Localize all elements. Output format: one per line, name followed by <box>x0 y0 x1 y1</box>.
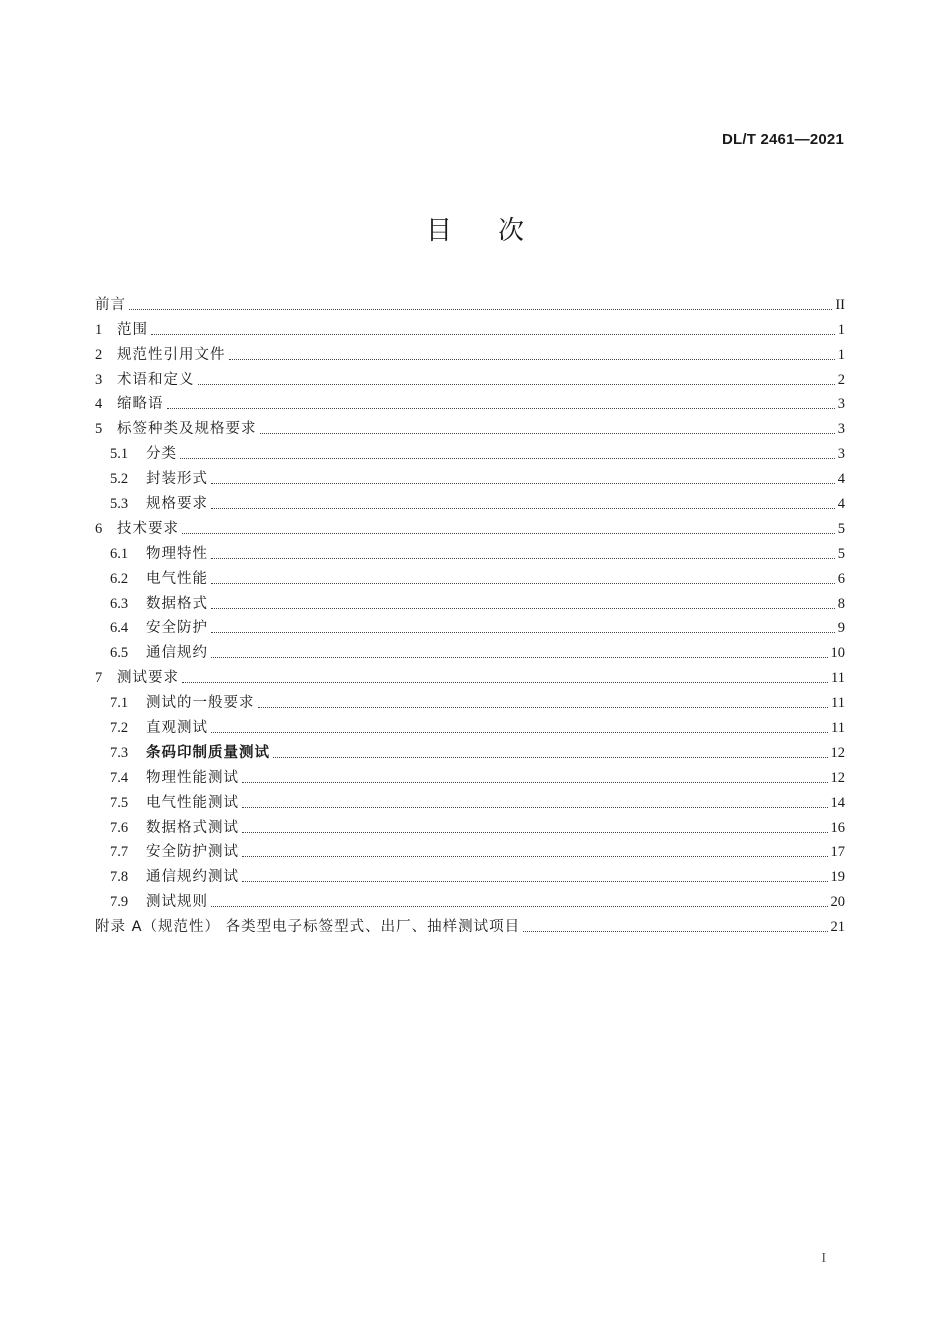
toc-entry-number: 7.9 <box>110 894 129 911</box>
toc-entry-label: 条码印制质量测试 <box>146 744 270 761</box>
toc-entry[interactable] <box>95 464 845 489</box>
toc-entry-label: 电气性能测试 <box>146 794 239 811</box>
toc-entry[interactable] <box>95 539 845 564</box>
toc-entry-page: 14 <box>830 794 845 811</box>
toc-entry-page: 10 <box>830 645 845 662</box>
toc-entry[interactable] <box>95 788 845 813</box>
toc-dot-leader <box>242 781 828 783</box>
toc-entry-label: 附录 A（规范性） 各类型电子标签型式、出厂、抽样测试项目 <box>95 919 521 936</box>
toc-entry-number: 7.1 <box>110 695 129 712</box>
toc-entry[interactable] <box>95 663 845 688</box>
toc-entry-label: 技术要求 <box>117 520 179 537</box>
toc-dot-leader <box>211 631 835 633</box>
toc-entry-page: 4 <box>837 496 845 513</box>
toc-entry-page: II <box>835 296 845 313</box>
toc-entry-page: 2 <box>837 371 845 388</box>
toc-entry[interactable] <box>95 838 845 863</box>
toc-entry-label: 前言 <box>95 296 126 313</box>
toc-entry[interactable] <box>95 489 845 514</box>
toc-entry-page: 8 <box>837 595 845 612</box>
toc-entry-number: 6.5 <box>110 645 129 662</box>
toc-entry-label: 通信规约 <box>146 645 208 662</box>
toc-entry-page: 16 <box>830 819 845 836</box>
toc-entry-label: 电气性能 <box>146 570 208 587</box>
toc-entry-number: 7.4 <box>110 769 129 786</box>
toc-entry-page: 9 <box>837 620 845 637</box>
table-of-contents <box>95 290 845 937</box>
toc-entry[interactable] <box>95 862 845 887</box>
page-number: I <box>821 1251 826 1266</box>
toc-entry-label: 安全防护测试 <box>146 844 239 861</box>
toc-entry[interactable] <box>95 887 845 912</box>
toc-entry-label: 标签种类及规格要求 <box>117 421 257 438</box>
toc-entry-number: 5.3 <box>110 496 129 513</box>
toc-dot-leader <box>151 333 835 335</box>
toc-dot-leader <box>229 358 835 360</box>
toc-entry[interactable] <box>95 912 845 937</box>
toc-dot-leader <box>242 855 828 857</box>
toc-entry[interactable] <box>95 713 845 738</box>
toc-dot-leader <box>211 656 828 658</box>
toc-dot-leader <box>258 706 829 708</box>
toc-entry-page: 17 <box>830 844 845 861</box>
toc-entry-page: 4 <box>837 471 845 488</box>
toc-entry[interactable] <box>95 763 845 788</box>
toc-dot-leader <box>211 557 835 559</box>
toc-entry-label: 数据格式 <box>146 595 208 612</box>
toc-dot-leader <box>198 383 835 385</box>
toc-entry[interactable] <box>95 638 845 663</box>
toc-entry-page: 5 <box>837 520 845 537</box>
toc-dot-leader <box>129 308 832 310</box>
toc-entry-label: 直观测试 <box>146 720 208 737</box>
toc-entry-number: 6.4 <box>110 620 129 637</box>
toc-entry-page: 3 <box>837 421 845 438</box>
toc-entry-number: 6.3 <box>110 595 129 612</box>
toc-dot-leader <box>211 507 835 509</box>
toc-entry-label: 通信规约测试 <box>146 869 239 886</box>
toc-entry-page: 12 <box>830 744 845 761</box>
toc-entry-number: 7.7 <box>110 844 129 861</box>
toc-entry-number: 7.6 <box>110 819 129 836</box>
toc-entry-page: 12 <box>830 769 845 786</box>
toc-entry[interactable] <box>95 365 845 390</box>
toc-dot-leader <box>182 681 828 683</box>
toc-entry-page: 3 <box>837 446 845 463</box>
toc-entry[interactable] <box>95 340 845 365</box>
toc-entry-number: 6.1 <box>110 545 129 562</box>
toc-entry-number: 2 <box>95 346 103 363</box>
toc-dot-leader <box>211 582 835 584</box>
toc-entry-page: 5 <box>837 545 845 562</box>
toc-entry-label: 缩略语 <box>117 396 164 413</box>
toc-entry-label: 测试规则 <box>146 894 208 911</box>
toc-dot-leader <box>260 432 835 434</box>
toc-dot-leader <box>242 880 828 882</box>
toc-dot-leader <box>180 457 835 459</box>
toc-entry-label: 范围 <box>117 321 148 338</box>
standard-code: DL/T 2461—2021 <box>721 131 844 148</box>
toc-dot-leader <box>242 806 828 808</box>
toc-entry-label: 规范性引用文件 <box>117 346 226 363</box>
toc-entry[interactable] <box>95 414 845 439</box>
toc-entry[interactable] <box>95 813 845 838</box>
toc-dot-leader <box>523 930 827 932</box>
toc-dot-leader <box>211 731 828 733</box>
toc-entry-page: 11 <box>831 695 845 712</box>
toc-entry-label: 规格要求 <box>146 496 208 513</box>
toc-entry-number: 6.2 <box>110 570 129 587</box>
toc-entry-number: 7.2 <box>110 720 129 737</box>
toc-entry[interactable] <box>95 390 845 415</box>
toc-entry-label: 测试要求 <box>117 670 179 687</box>
toc-entry[interactable] <box>95 439 845 464</box>
toc-entry-label: 术语和定义 <box>117 371 195 388</box>
toc-entry-label: 封装形式 <box>146 471 208 488</box>
toc-entry[interactable] <box>95 514 845 539</box>
toc-entry-page: 3 <box>837 396 845 413</box>
toc-dot-leader <box>211 607 835 609</box>
toc-entry[interactable] <box>95 614 845 639</box>
toc-entry-page: 11 <box>831 720 845 737</box>
toc-entry-page: 1 <box>837 346 845 363</box>
page-title: 目次 <box>425 216 570 246</box>
toc-entry[interactable] <box>95 688 845 713</box>
toc-entry-number: 7 <box>95 670 103 687</box>
toc-entry[interactable] <box>95 290 845 315</box>
toc-entry-number: 7.8 <box>110 869 129 886</box>
toc-entry-label: 物理性能测试 <box>146 769 239 786</box>
toc-dot-leader <box>273 756 828 758</box>
toc-entry[interactable] <box>95 589 845 614</box>
toc-entry-label: 测试的一般要求 <box>146 695 255 712</box>
toc-entry-page: 1 <box>837 321 845 338</box>
toc-entry[interactable] <box>95 315 845 340</box>
toc-entry-number: 3 <box>95 371 103 388</box>
toc-entry-page: 6 <box>837 570 845 587</box>
toc-dot-leader <box>242 831 828 833</box>
toc-entry-number: 6 <box>95 520 103 537</box>
toc-dot-leader <box>211 482 835 484</box>
toc-entry-page: 20 <box>830 894 845 911</box>
toc-entry-number: 1 <box>95 321 103 338</box>
toc-entry-page: 21 <box>830 919 845 936</box>
toc-entry-page: 19 <box>830 869 845 886</box>
toc-entry-label: 分类 <box>146 446 177 463</box>
toc-entry-number: 5 <box>95 421 103 438</box>
toc-entry-label: 数据格式测试 <box>146 819 239 836</box>
toc-entry-number: 5.1 <box>110 446 129 463</box>
toc-entry-number: 5.2 <box>110 471 129 488</box>
toc-entry-label: 安全防护 <box>146 620 208 637</box>
toc-dot-leader <box>211 905 828 907</box>
toc-entry-number: 7.5 <box>110 794 129 811</box>
toc-dot-leader <box>182 532 835 534</box>
toc-entry-number: 7.3 <box>110 744 129 761</box>
toc-entry-number: 4 <box>95 396 103 413</box>
toc-dot-leader <box>167 407 835 409</box>
toc-entry-label: 物理特性 <box>146 545 208 562</box>
toc-entry-page: 11 <box>831 670 845 687</box>
toc-entry[interactable] <box>95 738 845 763</box>
toc-entry[interactable] <box>95 564 845 589</box>
